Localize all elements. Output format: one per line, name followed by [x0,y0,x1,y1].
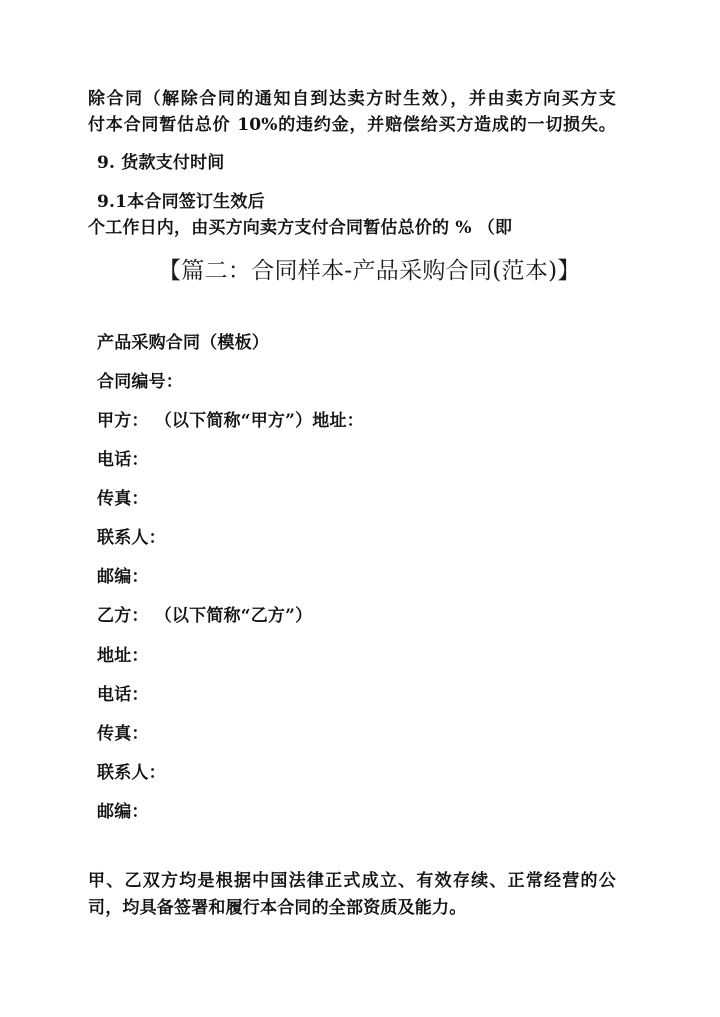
clause-9-1-text: 个工作日内，由买方向卖方支付合同暂估总价的 % （即 [88,218,513,238]
contract-number-label: 合同编号： [97,372,183,392]
party-b-fax-label: 传真： [97,724,149,744]
contract-title: 产品采购合同（模板） [97,333,269,353]
party-b-address-label: 地址： [97,646,149,666]
statement-line-2: 司，均具备签署和履行本合同的全部资质及能力。 [88,898,467,918]
party-b-line: 乙方： （以下简称“乙方”） [97,606,313,626]
party-a-fax-label: 传真： [97,489,149,509]
clause-9-1-heading: 9.1本合同签订生效后 [97,192,265,212]
section-heading: 【篇二：合同样本-产品采购合同(范本)】 [158,258,581,284]
party-a-phone-label: 电话： [97,450,149,470]
clause-9-heading: 9. 货款支付时间 [97,153,225,173]
party-b-postcode-label: 邮编： [97,802,149,822]
party-b-contact-label: 联系人： [97,763,166,783]
party-a-postcode-label: 邮编： [97,567,149,587]
continuation-line-1: 除合同（解除合同的通知自到达卖方时生效），并由卖方向买方支 [88,89,616,109]
party-b-phone-label: 电话： [97,685,149,705]
party-a-line: 甲方： （以下简称“甲方”）地址： [97,411,364,431]
continuation-line-2: 付本合同暂估总价 10%的违约金，并赔偿给买方造成的一切损失。 [88,115,616,135]
party-a-contact-label: 联系人： [97,528,166,548]
statement-line-1: 甲、乙双方均是根据中国法律正式成立、有效存续、正常经营的公 [88,871,616,891]
